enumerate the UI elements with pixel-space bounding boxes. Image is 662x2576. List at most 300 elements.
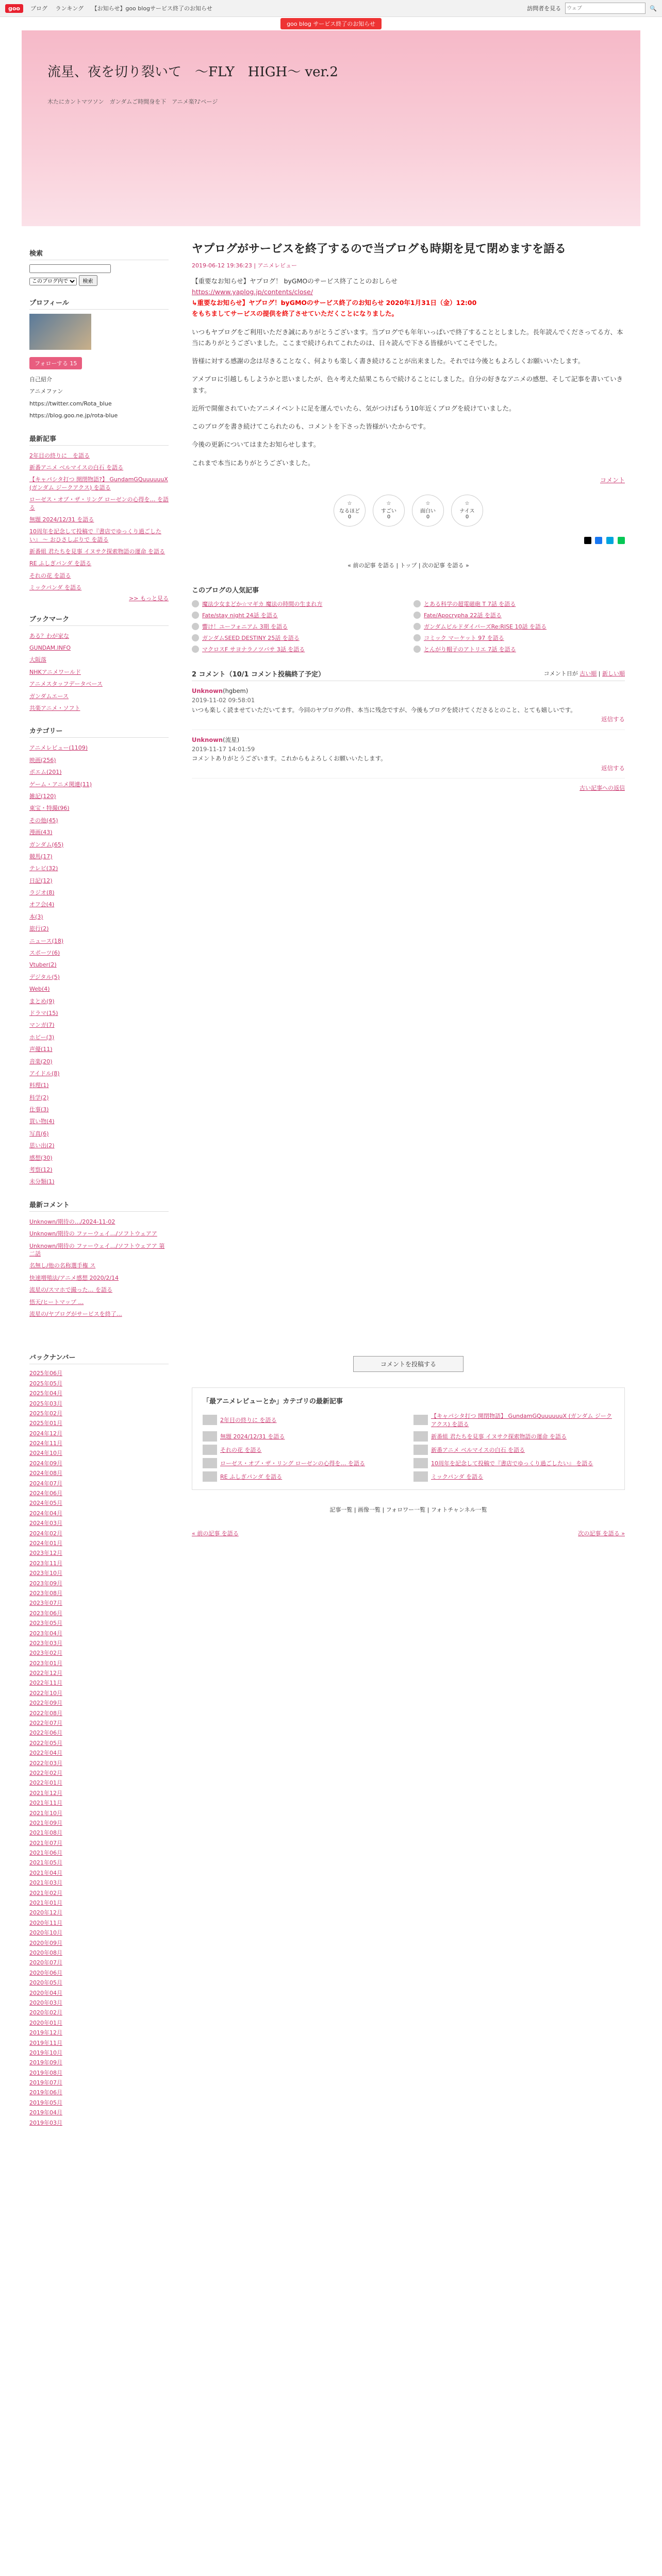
- backnumber-item-link[interactable]: 2023年10月: [29, 1570, 62, 1577]
- backnumber-item-link[interactable]: 2023年01月: [29, 1659, 62, 1667]
- comment-link[interactable]: コメント: [600, 476, 625, 484]
- backnumber-item-link[interactable]: 2023年09月: [29, 1580, 62, 1587]
- backnumber-item-link[interactable]: 2021年07月: [29, 1839, 62, 1846]
- side-comment-item-link[interactable]: Unknown/期待の ファーウェイ…/ソフトウェアア: [29, 1230, 157, 1238]
- category-recent-item-link[interactable]: 新番アニメ ベルマイスの白石 を語る: [431, 1447, 525, 1454]
- backnumber-item: [29, 1538, 169, 1548]
- backnumber-item-link[interactable]: 2021年05月: [29, 1859, 62, 1867]
- category-recent-item-link[interactable]: ローゼス・オブ・ザ・リング ローゼンの心得を… を語る: [220, 1460, 366, 1467]
- category-item: [29, 802, 169, 814]
- category-item-link[interactable]: ホビー(3): [29, 1033, 55, 1041]
- bookmark-item-link[interactable]: 共楽アニメ・ソフト: [29, 704, 80, 711]
- backnumber-item-link[interactable]: 2019年08月: [29, 2069, 62, 2076]
- backnumber-item-link[interactable]: 2021年06月: [29, 1850, 62, 1857]
- category-item-link[interactable]: ゲーム・アニメ関連(11): [29, 781, 92, 788]
- reaction-marks: [192, 495, 625, 527]
- backnumber-item-link[interactable]: 2023年06月: [29, 1609, 62, 1617]
- backnumber-item-link[interactable]: 2020年11月: [29, 1919, 62, 1926]
- category-recent-item[interactable]: [203, 1471, 403, 1482]
- backnumber-item-link[interactable]: 2019年07月: [29, 2079, 62, 2087]
- backnumber-item-link[interactable]: 2024年06月: [29, 1490, 62, 1497]
- backnumber-item: [29, 1818, 169, 1828]
- backnumber-item: [29, 2058, 169, 2067]
- more-link[interactable]: >> もっと見る: [129, 595, 169, 602]
- category-recent-item-link[interactable]: 10周年を記念して投稿で『書店でゆっくり過ごしたい』 を語る: [431, 1460, 593, 1467]
- category-recent-item[interactable]: [413, 1471, 614, 1482]
- category-heading: カテゴリー: [29, 725, 169, 738]
- related-item-link[interactable]: 魔法少女まどか☆マギカ 魔法の時間の生まれ方: [202, 600, 323, 607]
- hatena-share-icon[interactable]: [606, 537, 614, 544]
- category-recent-item[interactable]: [413, 1412, 614, 1428]
- backnumber-item: [29, 1748, 169, 1758]
- backnumber-item-link[interactable]: 2025年02月: [29, 1410, 62, 1417]
- category-item-link[interactable]: 映画(256): [29, 756, 56, 764]
- entry-nav[interactable]: « 前の記事 を語る | トップ | 次の記事 を語る »: [347, 562, 469, 569]
- category-item-link[interactable]: 買い物(4): [29, 1118, 55, 1125]
- top-links: [30, 4, 219, 12]
- backnumber-item: [29, 1388, 169, 1398]
- backnumber-item-link[interactable]: 2020年12月: [29, 1909, 62, 1917]
- recent-item-link[interactable]: 無題 2024/12/31 を語る: [29, 516, 94, 523]
- category-item: [29, 742, 169, 754]
- related-item[interactable]: [192, 622, 403, 631]
- profile-line[interactable]: https://blog.goo.ne.jp/rota-blue: [29, 412, 118, 419]
- commenter-name[interactable]: Unknown: [192, 736, 223, 743]
- category-recent-item-link[interactable]: 【キャパシタ打つ 開閉物語】 GundamGQuuuuuuX (ガンダム ジークアクス) を語る: [431, 1413, 612, 1428]
- backnumber-item-link[interactable]: 2023年05月: [29, 1620, 62, 1627]
- category-item: [29, 995, 169, 1007]
- category-item-link[interactable]: 料理(1): [29, 1082, 49, 1089]
- backnumber-item-link[interactable]: 2024年01月: [29, 1539, 62, 1547]
- category-item-link[interactable]: 写真(6): [29, 1130, 49, 1137]
- backnumber-item: [29, 1738, 169, 1748]
- thumbnail: [413, 1445, 428, 1455]
- category-recent-item[interactable]: [413, 1431, 614, 1442]
- sort-new[interactable]: 新しい順: [602, 670, 625, 677]
- category-item-link[interactable]: ニュース(18): [29, 937, 64, 944]
- backnumber-heading: バックナンバー: [29, 1352, 169, 1364]
- backnumber-item-link[interactable]: 2023年02月: [29, 1650, 62, 1657]
- recent-item-link[interactable]: 新番組 君たちを見事 イヌサク探索物語の運命 を語る: [29, 548, 166, 555]
- reply-link[interactable]: 返信する: [601, 764, 625, 772]
- backnumber-item-link[interactable]: 2024年11月: [29, 1440, 62, 1447]
- category-item: [29, 766, 169, 778]
- category-item: [29, 826, 169, 838]
- backnumber-item-link[interactable]: 2020年10月: [29, 1929, 62, 1937]
- category-recent-item[interactable]: [203, 1431, 403, 1442]
- category-item: [29, 1007, 169, 1019]
- category-item-link[interactable]: 旅行(2): [29, 925, 49, 933]
- backnumber-item-link[interactable]: 2022年05月: [29, 1739, 62, 1747]
- old-comments-link[interactable]: 古い記事への返信: [580, 785, 625, 792]
- profile-line: 自己紹介: [29, 376, 52, 383]
- category-recent-item[interactable]: [203, 1445, 403, 1455]
- bookmark-item-link[interactable]: 大阪落: [29, 656, 46, 664]
- backnumber-item: [29, 1588, 169, 1598]
- category-item: [29, 1043, 169, 1055]
- backnumber-item: [29, 1728, 169, 1738]
- notice-bar: [0, 17, 662, 30]
- backnumber-item-link[interactable]: 2019年05月: [29, 2099, 62, 2106]
- related-item-link[interactable]: とある科学の超電磁砲 T 7話 を語る: [424, 600, 516, 607]
- sort-old[interactable]: 古い順: [580, 670, 597, 677]
- side-comment-item: [29, 1240, 169, 1260]
- backnumber-item-link[interactable]: 2020年09月: [29, 1939, 62, 1946]
- backnumber-item-link[interactable]: 2024年04月: [29, 1510, 62, 1517]
- backnumber-item-link[interactable]: 2024年10月: [29, 1450, 62, 1457]
- category-recent-item-link[interactable]: 新番組 君たちを見事 イヌサク探索物語の運命 を語る: [431, 1433, 567, 1440]
- backnumber-item: [29, 1898, 169, 1908]
- backnumber-item-link[interactable]: 2025年05月: [29, 1380, 62, 1387]
- backnumber-item-link[interactable]: 2022年07月: [29, 1720, 62, 1727]
- category-item-link[interactable]: デジタル(5): [29, 973, 60, 980]
- search-heading: 検索: [29, 248, 169, 260]
- category-item-link[interactable]: Vtuber(2): [29, 961, 57, 969]
- bookmark-item: [29, 690, 169, 702]
- backnumber-item-link[interactable]: 2025年03月: [29, 1400, 62, 1407]
- category-item-link[interactable]: 漫画(43): [29, 829, 53, 836]
- top-link-ranking[interactable]: ランキング: [55, 5, 84, 12]
- backnumber-item-link[interactable]: 2024年05月: [29, 1500, 62, 1507]
- top-link-blog[interactable]: ブログ: [30, 5, 47, 12]
- backnumber-item-link[interactable]: 2022年09月: [29, 1700, 62, 1707]
- backnumber-item-link[interactable]: 2021年12月: [29, 1789, 62, 1797]
- x-share-icon[interactable]: [584, 537, 591, 544]
- related-item[interactable]: [413, 645, 625, 653]
- category-item-link[interactable]: アニメレビュー(1109): [29, 744, 88, 752]
- category-item-link[interactable]: 科学(2): [29, 1094, 49, 1101]
- comment: [192, 730, 625, 779]
- backnumber-item-link[interactable]: 2022年01月: [29, 1780, 62, 1787]
- related-item-link[interactable]: マクロスF サヨナラノツバサ 3話 を語る: [202, 646, 305, 653]
- backnumber-item-link[interactable]: 2021年09月: [29, 1819, 62, 1826]
- category-item-link[interactable]: 未分類(1): [29, 1178, 55, 1185]
- related-item[interactable]: [413, 622, 625, 631]
- lower-main: [176, 1330, 640, 2138]
- recent-item: [29, 450, 169, 462]
- backnumber-item-link[interactable]: 2021年01月: [29, 1900, 62, 1907]
- category-recent-item-link[interactable]: ミックパンダ を語る: [431, 1473, 484, 1481]
- category-item-link[interactable]: ドラマ(15): [29, 1009, 58, 1016]
- backnumber-item-link[interactable]: 2025年06月: [29, 1370, 62, 1377]
- next-entry-link[interactable]: 次の記事 を語る »: [578, 1530, 625, 1537]
- backnumber-item-link[interactable]: 2021年04月: [29, 1869, 62, 1876]
- category-recent-item[interactable]: [413, 1445, 614, 1455]
- comment-header: [192, 686, 625, 696]
- backnumber-item-link[interactable]: 2023年07月: [29, 1600, 62, 1607]
- bookmark-item-link[interactable]: ガンダムエース: [29, 692, 69, 700]
- category-item-link[interactable]: 感想(30): [29, 1154, 53, 1161]
- follow-button[interactable]: [29, 357, 82, 369]
- backnumber-item: [29, 1479, 169, 1488]
- recent-item-link[interactable]: RE ふしぎパンダ を語る: [29, 560, 92, 567]
- category-item-link[interactable]: 東宝・特撮(96): [29, 805, 70, 812]
- category-recent-item[interactable]: [203, 1412, 403, 1428]
- category-item-link[interactable]: アイドル(8): [29, 1070, 60, 1077]
- side-comment-item-link[interactable]: 流星の/ヤプログがサービスを終了…: [29, 1310, 122, 1317]
- category-item: [29, 851, 169, 862]
- category-item-link[interactable]: 思い出(2): [29, 1142, 55, 1149]
- related-item-link[interactable]: Fate/stay night 24話 を語る: [202, 612, 278, 619]
- bullet-icon: [192, 623, 199, 630]
- backnumber-item: [29, 2078, 169, 2088]
- entry-title[interactable]: ヤプログがサービスを終了するので当ブログも時期を見て閉めますを語る: [192, 243, 567, 256]
- category-item-link[interactable]: 日記(12): [29, 877, 53, 884]
- recent-item-link[interactable]: 新番アニメ ベルマイスの白石 を語る: [29, 464, 124, 471]
- backnumber-item-link[interactable]: 2022年03月: [29, 1759, 62, 1767]
- service-end-notice[interactable]: goo blog サービス終了のお知らせ: [280, 18, 382, 29]
- backnumber-item-link[interactable]: 2024年03月: [29, 1520, 62, 1527]
- side-comment-item-link[interactable]: 名無し/他の名称選手権 ス: [29, 1262, 96, 1269]
- backnumber-item-link[interactable]: 2020年07月: [29, 1959, 62, 1967]
- backnumber-item: [29, 1629, 169, 1638]
- related-item[interactable]: [192, 645, 403, 653]
- recent-item-link[interactable]: それの花 を語る: [29, 572, 71, 579]
- recent-item-link[interactable]: ローゼス・オブ・ザ・リング ローゼンの心得を… を語る: [29, 496, 169, 511]
- visitor-link[interactable]: 訪問者を見る: [527, 5, 561, 12]
- side-comment-item: [29, 1260, 169, 1272]
- backnumber-item: [29, 2008, 169, 2018]
- backnumber-item-link[interactable]: 2020年06月: [29, 1969, 62, 1976]
- backnumber-item-link[interactable]: 2024年07月: [29, 1480, 62, 1487]
- lower-wrap: [22, 1330, 640, 2138]
- category-item: [29, 971, 169, 983]
- entry-paragraph: アメブロに引越しもしようかと思いましたが、色々考えた結果こちらで続けることにしました。自分の好きなアニメの感想、そして記事を書いていきます。: [192, 375, 623, 394]
- search-icon[interactable]: 🔍: [650, 5, 657, 12]
- reaction-mark[interactable]: [373, 495, 405, 527]
- category-item-link[interactable]: まとめ(9): [29, 997, 55, 1005]
- prev-entry-link[interactable]: « 前の記事 を語る: [192, 1530, 239, 1537]
- reaction-mark[interactable]: [451, 495, 483, 527]
- backnumber-item-link[interactable]: 2022年04月: [29, 1750, 62, 1757]
- category-item: [29, 1104, 169, 1115]
- side-comment-item-link[interactable]: Unknown/期待の…/2024-11-02: [29, 1218, 115, 1225]
- entry-notice-line: 【重要なお知らせ】ヤプログ！ byGMOのサービス終了ことのおしらせ: [192, 277, 398, 285]
- backnumber-item-link[interactable]: 2023年03月: [29, 1639, 62, 1647]
- recent-item-link[interactable]: 【キャパシタ打つ 開閉物語?】 GundamGQuuuuuuX (ガンダム ジークアクス) を語る: [29, 476, 168, 491]
- backnumber-item-link[interactable]: 2022年06月: [29, 1730, 62, 1737]
- reaction-mark[interactable]: [334, 495, 366, 527]
- backnumber-item-link[interactable]: 2020年02月: [29, 2009, 62, 2016]
- category-recent-item-link[interactable]: RE ふしぎパンダ を語る: [220, 1473, 283, 1481]
- backnumber-item-link[interactable]: 2022年02月: [29, 1769, 62, 1776]
- backnumber-item: [29, 1618, 169, 1628]
- category-item-link[interactable]: その他(45): [29, 817, 58, 824]
- bookmark-item: [29, 654, 169, 666]
- backnumber-item-link[interactable]: 2019年03月: [29, 2119, 62, 2126]
- thumbnail: [203, 1471, 217, 1482]
- category-item-link[interactable]: 雑記(120): [29, 792, 56, 800]
- bookmark-item-link[interactable]: GUNDAM.INFO: [29, 645, 71, 652]
- commenter-name[interactable]: Unknown: [192, 687, 223, 694]
- thumbnail: [203, 1431, 217, 1442]
- post-comment-button[interactable]: コメントを投稿する: [353, 1356, 464, 1372]
- backnumber-item: [29, 1648, 169, 1658]
- backnumber-item-link[interactable]: 2023年04月: [29, 1630, 62, 1637]
- related-item-link[interactable]: ガンダムSEED DESTINY 25話 を語る: [202, 634, 300, 641]
- category-item: [29, 1079, 169, 1091]
- line-share-icon[interactable]: [618, 537, 625, 544]
- related-item-link[interactable]: 響け！ユーフォニアム 3期 を語る: [202, 623, 288, 630]
- footer-links[interactable]: 記事一覧 | 画像一覧 | フォロワー一覧 | フォトチャンネル一覧: [329, 1506, 487, 1514]
- recent-item-link[interactable]: 10周年を記念して投稿で『書店でゆっくり過ごしたい』 ～ おひさしぶりで を語る: [29, 528, 161, 543]
- category-item: [29, 1152, 169, 1164]
- bookmark-item-link[interactable]: ある？わが家な: [29, 632, 69, 639]
- backnumber-item-link[interactable]: 2019年06月: [29, 2089, 62, 2096]
- reaction-mark[interactable]: [412, 495, 444, 527]
- category-item-link[interactable]: 仕事(3): [29, 1106, 49, 1113]
- backnumber-item-link[interactable]: 2025年01月: [29, 1420, 62, 1427]
- category-item-link[interactable]: 声優(11): [29, 1046, 53, 1053]
- backnumber-item: [29, 2068, 169, 2078]
- backnumber-item-link[interactable]: 2023年08月: [29, 1589, 62, 1597]
- entry-meta[interactable]: 2019-06-12 19:36:23 | アニメレビュー: [192, 262, 297, 269]
- facebook-share-icon[interactable]: [595, 537, 602, 544]
- category-item-link[interactable]: 競馬(17): [29, 853, 53, 860]
- bookmark-item: [29, 642, 169, 654]
- category-item-link[interactable]: ポエム(201): [29, 769, 62, 776]
- category-item-link[interactable]: 音楽(20): [29, 1058, 53, 1065]
- backnumber-item-link[interactable]: 2021年11月: [29, 1800, 62, 1807]
- backnumber-item-link[interactable]: 2021年10月: [29, 1809, 62, 1817]
- backnumber-item-link[interactable]: 2019年10月: [29, 2049, 62, 2056]
- blog-title[interactable]: 流星、夜を切り裂いて ～FLY HIGH～ ver.2: [47, 64, 338, 80]
- category-recent-item-link[interactable]: 無題 2024/12/31 を語る: [220, 1433, 285, 1440]
- recent-item: [29, 462, 169, 473]
- related-item[interactable]: [192, 600, 403, 608]
- category-item: [29, 1092, 169, 1104]
- category-item: [29, 1019, 169, 1031]
- category-item-link[interactable]: ガンダム(65): [29, 841, 64, 848]
- backnumber-item-link[interactable]: 2020年01月: [29, 2019, 62, 2026]
- related-item-link[interactable]: ガンダムビルドダイバーズRe:RISE 10話 を語る: [424, 623, 547, 630]
- backnumber-item: [29, 1868, 169, 1878]
- side-comment-item-link[interactable]: Unknown/期待の ファーウェイ…/ソフトウェアア 第二話: [29, 1242, 165, 1257]
- backnumber-item-link[interactable]: 2021年08月: [29, 1829, 62, 1837]
- bullet-icon: [413, 623, 421, 630]
- category-recent-item[interactable]: [413, 1458, 614, 1468]
- blog-description: 木たにカントマツソン ガンダムご時間身を下 アニメ楽?♪ページ: [47, 98, 218, 105]
- backnumber-item-link[interactable]: 2020年04月: [29, 1989, 62, 1996]
- category-item-link[interactable]: Web(4): [29, 986, 50, 993]
- related-item-link[interactable]: とんがり帽子のアトリエ 7話 を語る: [424, 646, 516, 653]
- bullet-icon: [413, 646, 421, 653]
- related-item-link[interactable]: コミック マーケット 97 を語る: [424, 634, 504, 641]
- recent-item-link[interactable]: ミックパンダ を語る: [29, 584, 82, 591]
- backnumber-item-link[interactable]: 2020年03月: [29, 1999, 62, 2006]
- bottom-nav: [192, 1529, 625, 1537]
- entry-paragraphs: [192, 327, 625, 468]
- related-item[interactable]: [192, 634, 403, 642]
- side-comment-item-link[interactable]: 快速増殖法/アニメ感想 2020/2/14: [29, 1274, 119, 1281]
- profile-lines: [29, 374, 169, 422]
- category-item: [29, 1056, 169, 1067]
- category-item-link[interactable]: スポーツ(6): [29, 950, 60, 957]
- related-item[interactable]: [413, 611, 625, 619]
- backnumber-item: [29, 1808, 169, 1818]
- backnumber-item-link[interactable]: 2019年04月: [29, 2109, 62, 2116]
- category-item-link[interactable]: ラジオ(8): [29, 889, 55, 896]
- backnumber-item-link[interactable]: 2022年08月: [29, 1709, 62, 1717]
- related-item-link[interactable]: Fate/Apocrypha 22話 を語る: [424, 612, 502, 619]
- entry-paragraph: 今後の更新についてはまたお知らせします。: [192, 440, 320, 449]
- backnumber-item: [29, 1409, 169, 1418]
- bookmark-item-link[interactable]: NHKアニメワールド: [29, 668, 81, 675]
- backnumber-item-link[interactable]: 2023年12月: [29, 1550, 62, 1557]
- web-search-input[interactable]: [565, 3, 646, 14]
- search-scope-select[interactable]: [29, 278, 77, 285]
- related-item[interactable]: [413, 600, 625, 608]
- backnumber-item-link[interactable]: 2023年11月: [29, 1560, 62, 1567]
- category-recent-item[interactable]: [203, 1458, 403, 1468]
- backnumber-item-link[interactable]: 2025年04月: [29, 1390, 62, 1397]
- backnumber-item-link[interactable]: 2020年05月: [29, 1979, 62, 1987]
- profile-line[interactable]: https://twitter.com/Rota_blue: [29, 400, 112, 407]
- backnumber-item-link[interactable]: 2024年09月: [29, 1460, 62, 1467]
- backnumber-item: [29, 1798, 169, 1808]
- goo-logo[interactable]: goo: [5, 4, 23, 13]
- commenter-handle: (流星): [223, 736, 240, 743]
- bookmark-item-link[interactable]: アニメスタッフデータベース: [29, 681, 103, 688]
- recent-list: [29, 450, 169, 594]
- backnumber-item-link[interactable]: 2022年11月: [29, 1680, 62, 1687]
- topbar: [0, 0, 662, 17]
- reply-link[interactable]: 返信する: [601, 716, 625, 723]
- backnumber-item-link[interactable]: 2024年08月: [29, 1470, 62, 1477]
- backnumber-item-link[interactable]: 2019年09月: [29, 2059, 62, 2066]
- category-item: [29, 1140, 169, 1151]
- backnumber-item: [29, 1429, 169, 1438]
- reaction-count: 0: [347, 514, 352, 520]
- bullet-icon: [192, 634, 199, 641]
- backnumber-item-link[interactable]: 2024年02月: [29, 1530, 62, 1537]
- backnumber-item: [29, 1788, 169, 1798]
- category-item: [29, 754, 169, 766]
- side-comment-item-link[interactable]: 悟天/ヒートマップ …: [29, 1298, 84, 1306]
- category-item-link[interactable]: マンガ(7): [29, 1022, 55, 1029]
- backnumber-item-link[interactable]: 2020年08月: [29, 1950, 62, 1956]
- backnumber-item-link[interactable]: 2022年12月: [29, 1670, 62, 1677]
- backnumber-item-link[interactable]: 2019年11月: [29, 2039, 62, 2046]
- category-item-link[interactable]: テレビ(32): [29, 865, 58, 872]
- entry-url[interactable]: https://www.yaplog.jp/contents/close/: [192, 287, 313, 296]
- backnumber-item-link[interactable]: 2019年12月: [29, 2029, 62, 2037]
- thumbnail: [413, 1458, 428, 1468]
- backnumber-item-link[interactable]: 2021年02月: [29, 1889, 62, 1896]
- blog-search-input[interactable]: [29, 264, 111, 273]
- backnumber-item-link[interactable]: 2021年03月: [29, 1879, 62, 1887]
- bookmark-item: [29, 666, 169, 678]
- category-item-link[interactable]: 考察(12): [29, 1166, 53, 1174]
- category-recent-item-link[interactable]: それの花 を語る: [220, 1447, 262, 1454]
- search-button[interactable]: 検索: [79, 275, 97, 286]
- category-item-link[interactable]: 本(3): [29, 913, 43, 920]
- category-recent-grid: [203, 1412, 614, 1482]
- side-comment-item-link[interactable]: 流星の/スマホで撮った… を語る: [29, 1286, 112, 1294]
- recent-item-link[interactable]: 2年目の終りに を語る: [29, 452, 90, 459]
- backnumber-item-link[interactable]: 2024年12月: [29, 1430, 62, 1437]
- thumbnail: [413, 1431, 428, 1442]
- backnumber-item-link[interactable]: 2022年10月: [29, 1689, 62, 1697]
- category-recent-item-link[interactable]: 2年目の終りに を語る: [220, 1417, 277, 1424]
- related-item[interactable]: [413, 634, 625, 642]
- related-item[interactable]: [192, 611, 403, 619]
- category-item: [29, 935, 169, 947]
- entry-paragraph: いつもヤプログをご利用いただき誠にありがとうございます。当ブログでも年年いっぱいで終了することとしました。長年読んでくださってる方、本当にありがとうございました。ここまで続けられてこれたのは、日々読んで下さる皆様がいてこそでした。: [192, 328, 623, 347]
- top-link-notice[interactable]: 【お知らせ】goo blogサービス終了のお知らせ: [91, 5, 212, 12]
- backnumber-list: [29, 1368, 169, 2128]
- category-item-link[interactable]: オフ会(4): [29, 901, 55, 908]
